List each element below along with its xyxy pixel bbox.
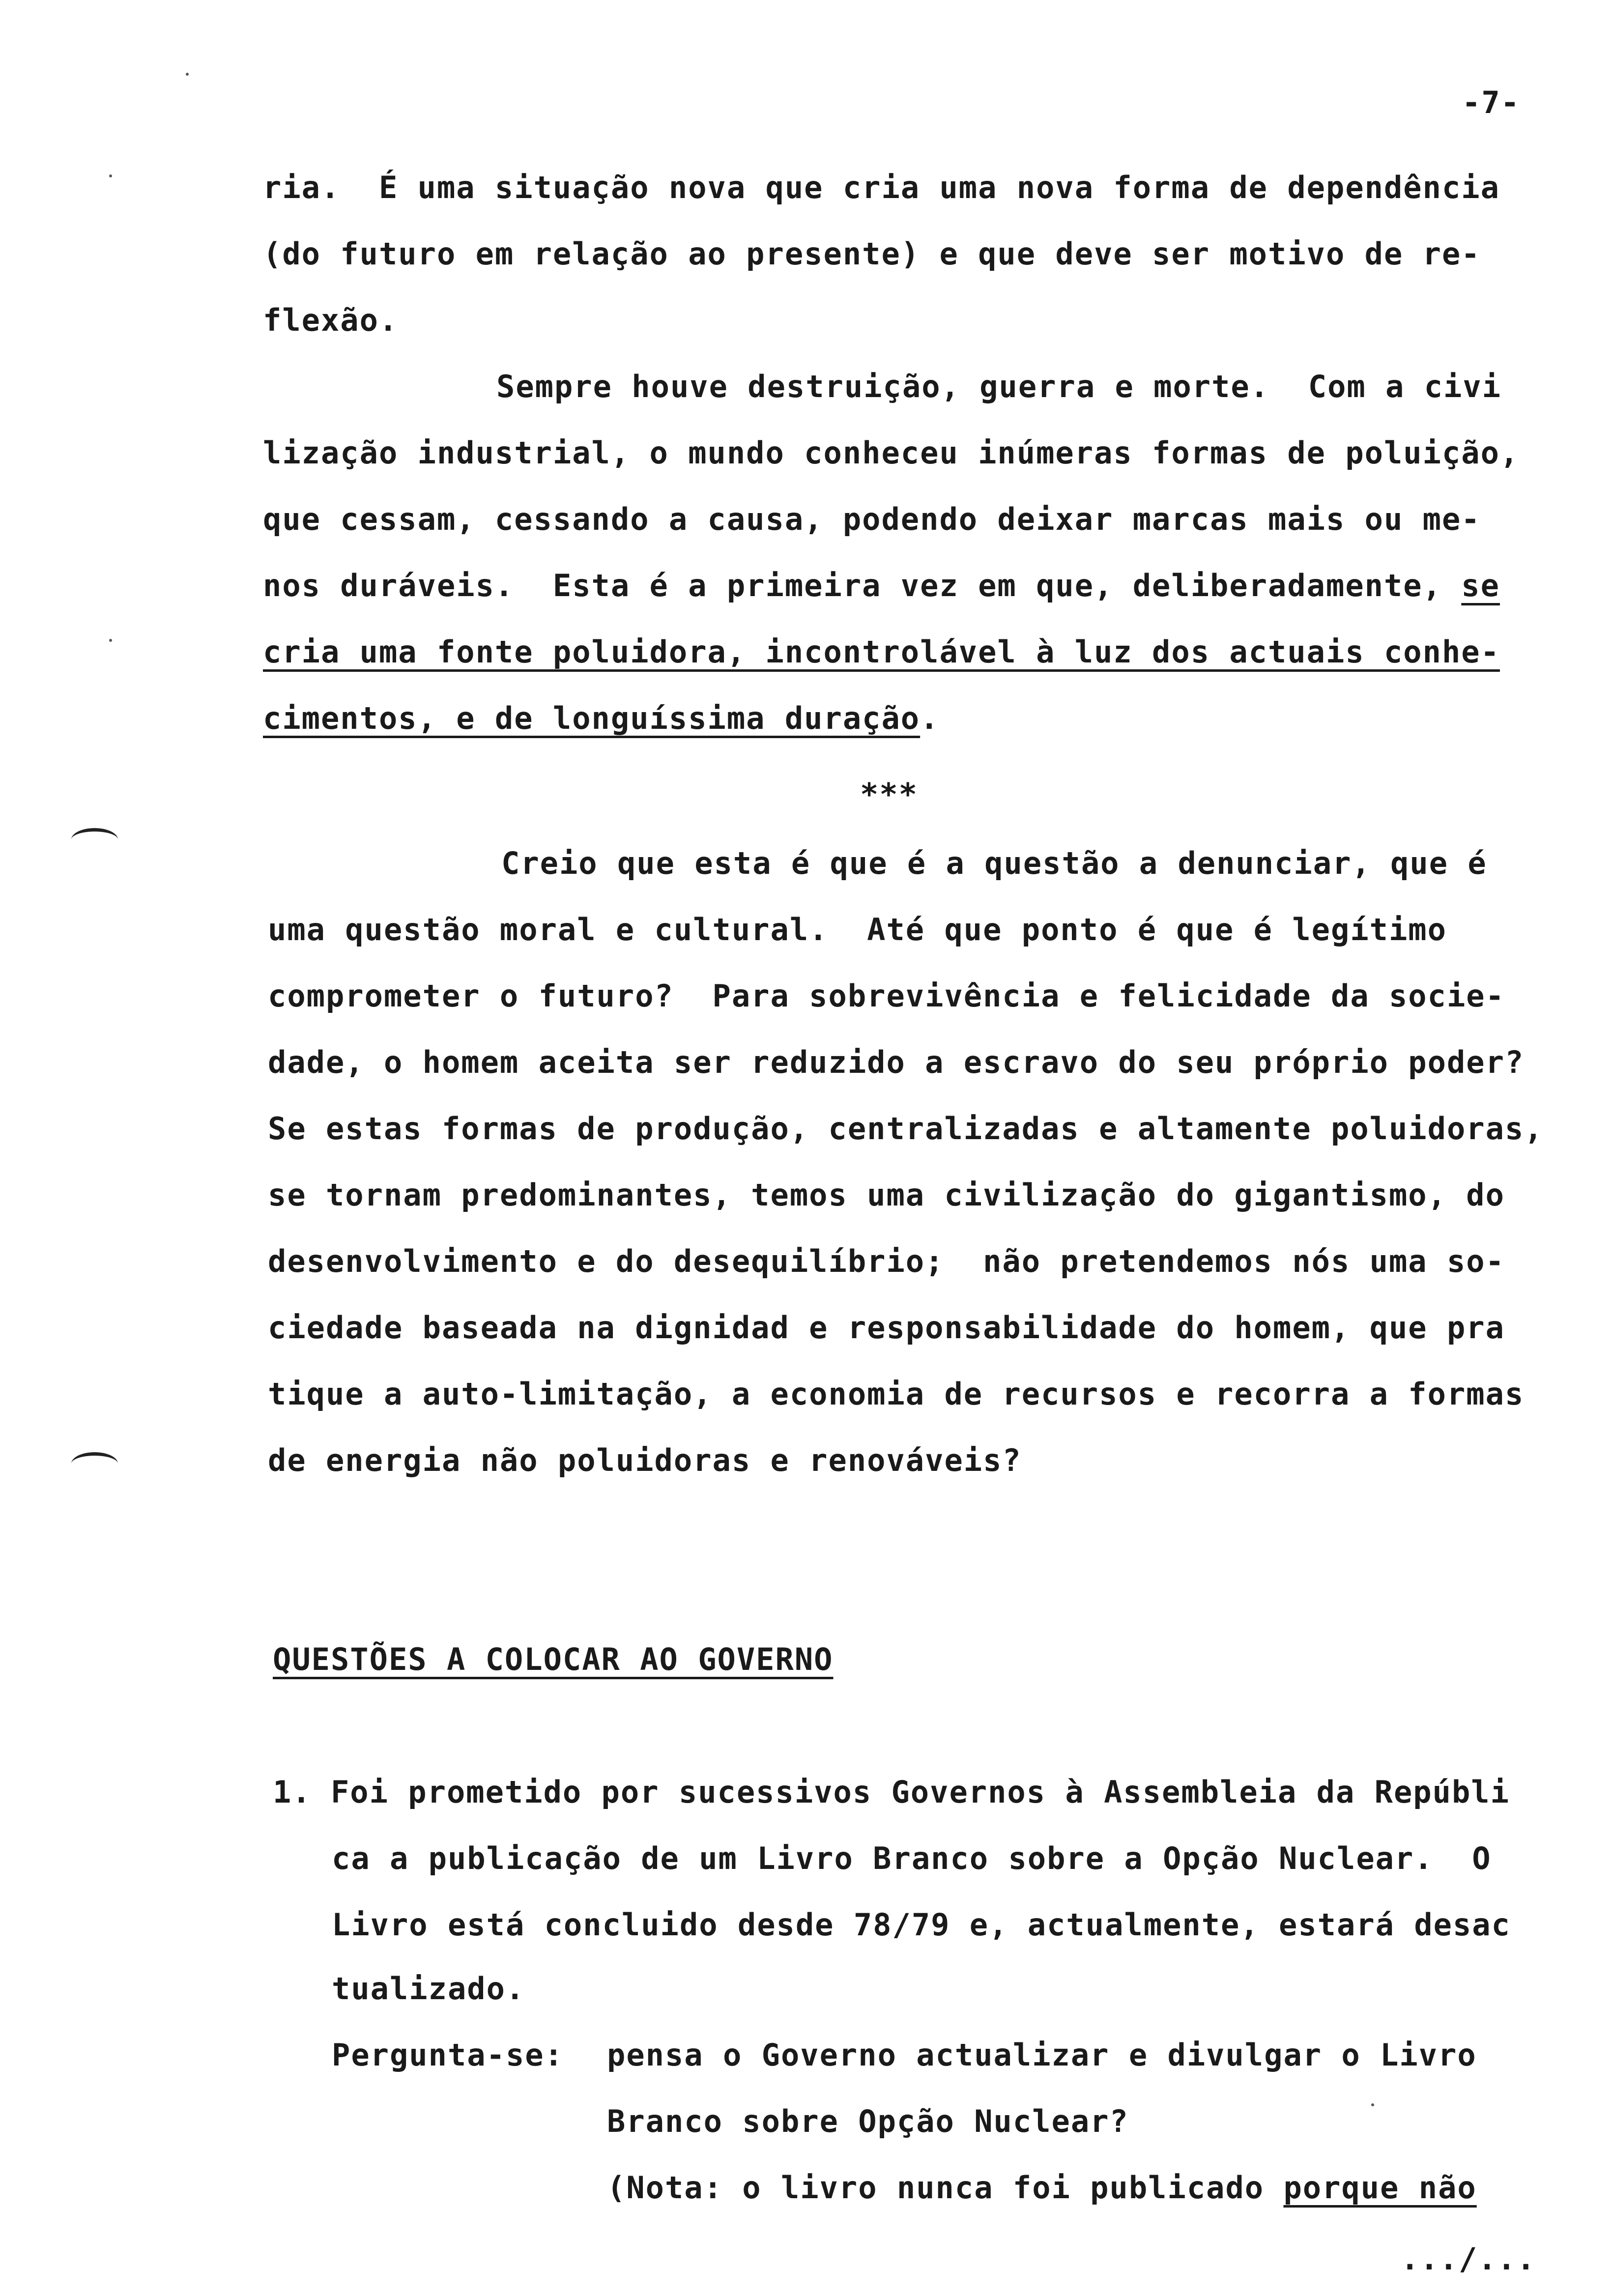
scan-speck (1371, 2103, 1374, 2106)
paragraph-line: desenvolvimento e do desequilíbrio; não pretendemos nós uma so- (268, 1243, 1505, 1279)
underlined-text: porque não (1283, 2170, 1477, 2206)
paragraph-line: (do futuro em relação ao presente) e que deve ser motivo de re- (263, 236, 1481, 272)
list-item-line: Livro está concluido desde 78/79 e, actualmente, estará desac (332, 1907, 1511, 1943)
paragraph-line: Se estas formas de produção, centralizadas e altamente poluidoras, (268, 1111, 1544, 1147)
paragraph-line: se tornam predominantes, temos uma civilização do gigantismo, do (268, 1177, 1505, 1213)
text-run: (Nota: o livro nunca foi publicado (607, 2170, 1284, 2206)
section-separator: *** (860, 776, 918, 812)
scan-mark-1 (71, 828, 118, 851)
paragraph-line: tique a auto-limitação, a economia de recursos e recorra a formas (268, 1376, 1525, 1412)
scan-speck (186, 73, 189, 76)
note-line (607, 2170, 1477, 2206)
question-line: pensa o Governo actualizar e divulgar o Livro (607, 2037, 1477, 2073)
paragraph-line: ciedade baseada na dignidad e responsabilidade do homem, que pra (268, 1310, 1505, 1346)
scan-mark-2 (71, 1452, 118, 1475)
section-heading: QUESTÕES A COLOCAR AO GOVERNO (273, 1641, 834, 1677)
list-item-line: ca a publicação de um Livro Branco sobre a Opção Nuclear. O (332, 1840, 1492, 1876)
paragraph-line: ria. É uma situação nova que cria uma nova forma de dependência (263, 170, 1500, 205)
paragraph-line: comprometer o futuro? Para sobrevivência e felicidade da socie- (268, 978, 1505, 1014)
list-item-line: 1. Foi prometido por sucessivos Governos à Assembleia da Repúbli (273, 1774, 1510, 1810)
scan-speck (109, 639, 112, 642)
underlined-text: se (1461, 568, 1500, 603)
paragraph-line (263, 700, 939, 736)
paragraph-line: flexão. (263, 302, 399, 338)
underlined-text: cimentos, e de longuíssima duração (263, 700, 921, 736)
paragraph-line: dade, o homem aceita ser reduzido a escravo do seu próprio poder? (268, 1044, 1525, 1080)
paragraph-line: de energia não poluidoras e renováveis? (268, 1442, 1022, 1478)
text-run: . (920, 700, 940, 736)
paragraph-line: uma questão moral e cultural. Até que ponto é que é legítimo (268, 912, 1447, 947)
paragraph-line: Creio que esta é que é a questão a denunciar, que é (501, 845, 1487, 881)
continuation-mark: .../... (1401, 2241, 1536, 2277)
underlined-line: cria uma fonte poluidora, incontrolável à luz dos actuais conhe- (263, 634, 1500, 670)
scan-speck (109, 174, 112, 177)
question-line: Branco sobre Opção Nuclear? (607, 2103, 1129, 2139)
paragraph-line: lização industrial, o mundo conheceu inúmeras formas de poluição, (263, 435, 1520, 471)
list-item-line: tualizado. (332, 1971, 525, 2007)
paragraph-line: que cessam, cessando a causa, podendo deixar marcas mais ou me- (263, 501, 1481, 537)
question-label: Pergunta-se: (332, 2037, 564, 2073)
text-run: nos duráveis. Esta é a primeira vez em que, deliberadamente, (263, 568, 1462, 603)
paragraph-line: Sempre houve destruição, guerra e morte. Com a civi (496, 369, 1502, 404)
paragraph-line (263, 568, 1500, 603)
page-number: -7- (1462, 85, 1520, 120)
